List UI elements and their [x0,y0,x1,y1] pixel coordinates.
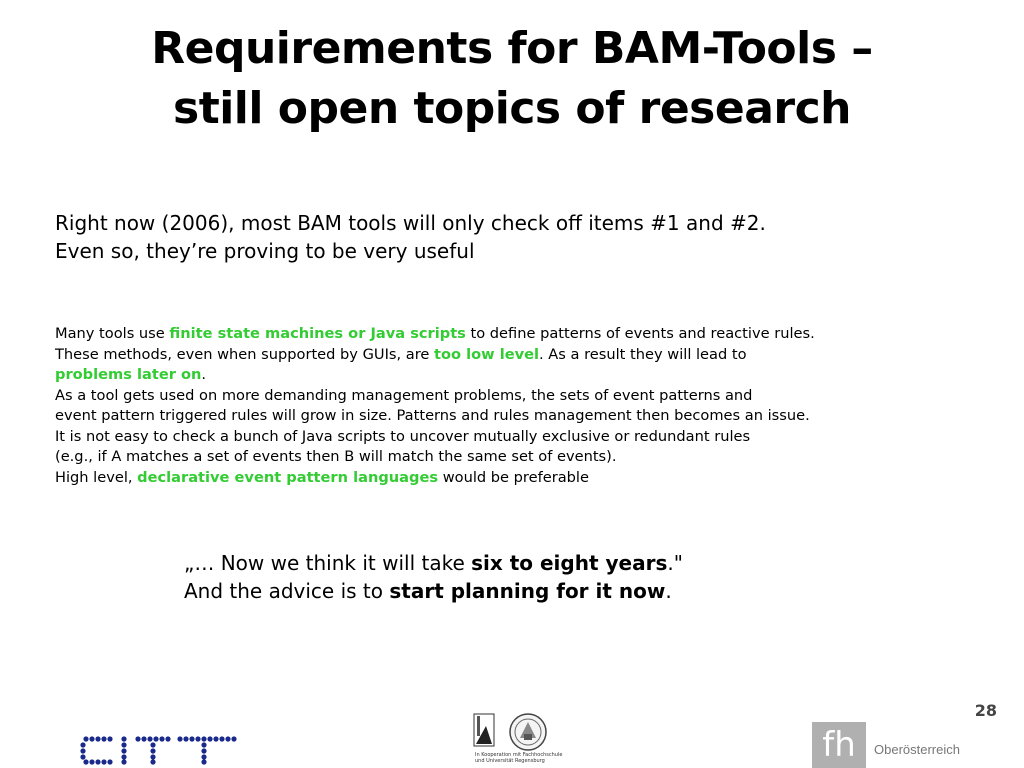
body-text-run: Many tools use [55,325,170,342]
slide-title-line1: Requirements for BAM-Tools – [151,23,873,74]
highlight-text: finite state machines or Java scripts [169,325,466,342]
highlight-text: problems later on [55,366,202,383]
fh-logo-icon: fh [812,722,866,768]
quote-text-run: „… Now we think it will take [184,551,472,575]
caption-line: und Universität Regensburg [475,758,545,764]
intro-line: Right now (2006), most BAM tools will only check off items #1 and #2. [55,211,766,235]
highlight-text: too low level [434,345,540,363]
body-text-run: High level, [55,468,138,486]
slide-title-line2: still open topics of research [173,83,851,134]
body-line: event pattern triggered rules will grow in size. Patterns and rules management then becomes an issue. [55,407,810,424]
fh-logo-label: Oberösterreich [874,742,960,757]
intro-paragraph [55,209,1005,265]
quote-block [184,549,884,605]
caption-line: In Kooperation mit Fachhochschule [475,752,563,758]
quote-line [184,577,884,605]
quote-text-run: And the advice is to [184,579,390,603]
body-text-run: These methods, even when supported by GUIs, are [55,345,435,363]
quote-text-run: . [665,579,672,603]
body-text-run: . [201,366,207,383]
university-logo-caption [475,752,562,764]
citt-logo-icon [80,734,240,766]
page-number: 28 [974,701,997,720]
body-line [55,468,1015,489]
body-line: As a tool gets used on more demanding management problems, the sets of event patterns and [55,386,753,404]
highlight-text: declarative event pattern languages [137,468,439,486]
quote-text-run: ." [667,551,683,575]
body-line [55,324,1015,345]
body-text-run: to define patterns of events and reactive rules. [465,325,815,342]
body-paragraph [55,324,1015,488]
body-line [55,345,1015,366]
quote-bold-text: six to eight years [471,551,668,575]
body-line [55,365,1015,386]
body-text-run: would be preferable [438,468,589,486]
body-line: (e.g., if A matches a set of events then B will match the same set of events). [55,448,617,465]
body-line: It is not easy to check a bunch of Java scripts to uncover mutually exclusive or redundant rules [55,427,751,445]
quote-line [184,549,884,577]
quote-bold-text: start planning for it now [389,579,666,603]
body-text-run: . As a result they will lead to [539,345,747,363]
intro-line: Even so, they’re proving to be very useful [55,239,475,263]
